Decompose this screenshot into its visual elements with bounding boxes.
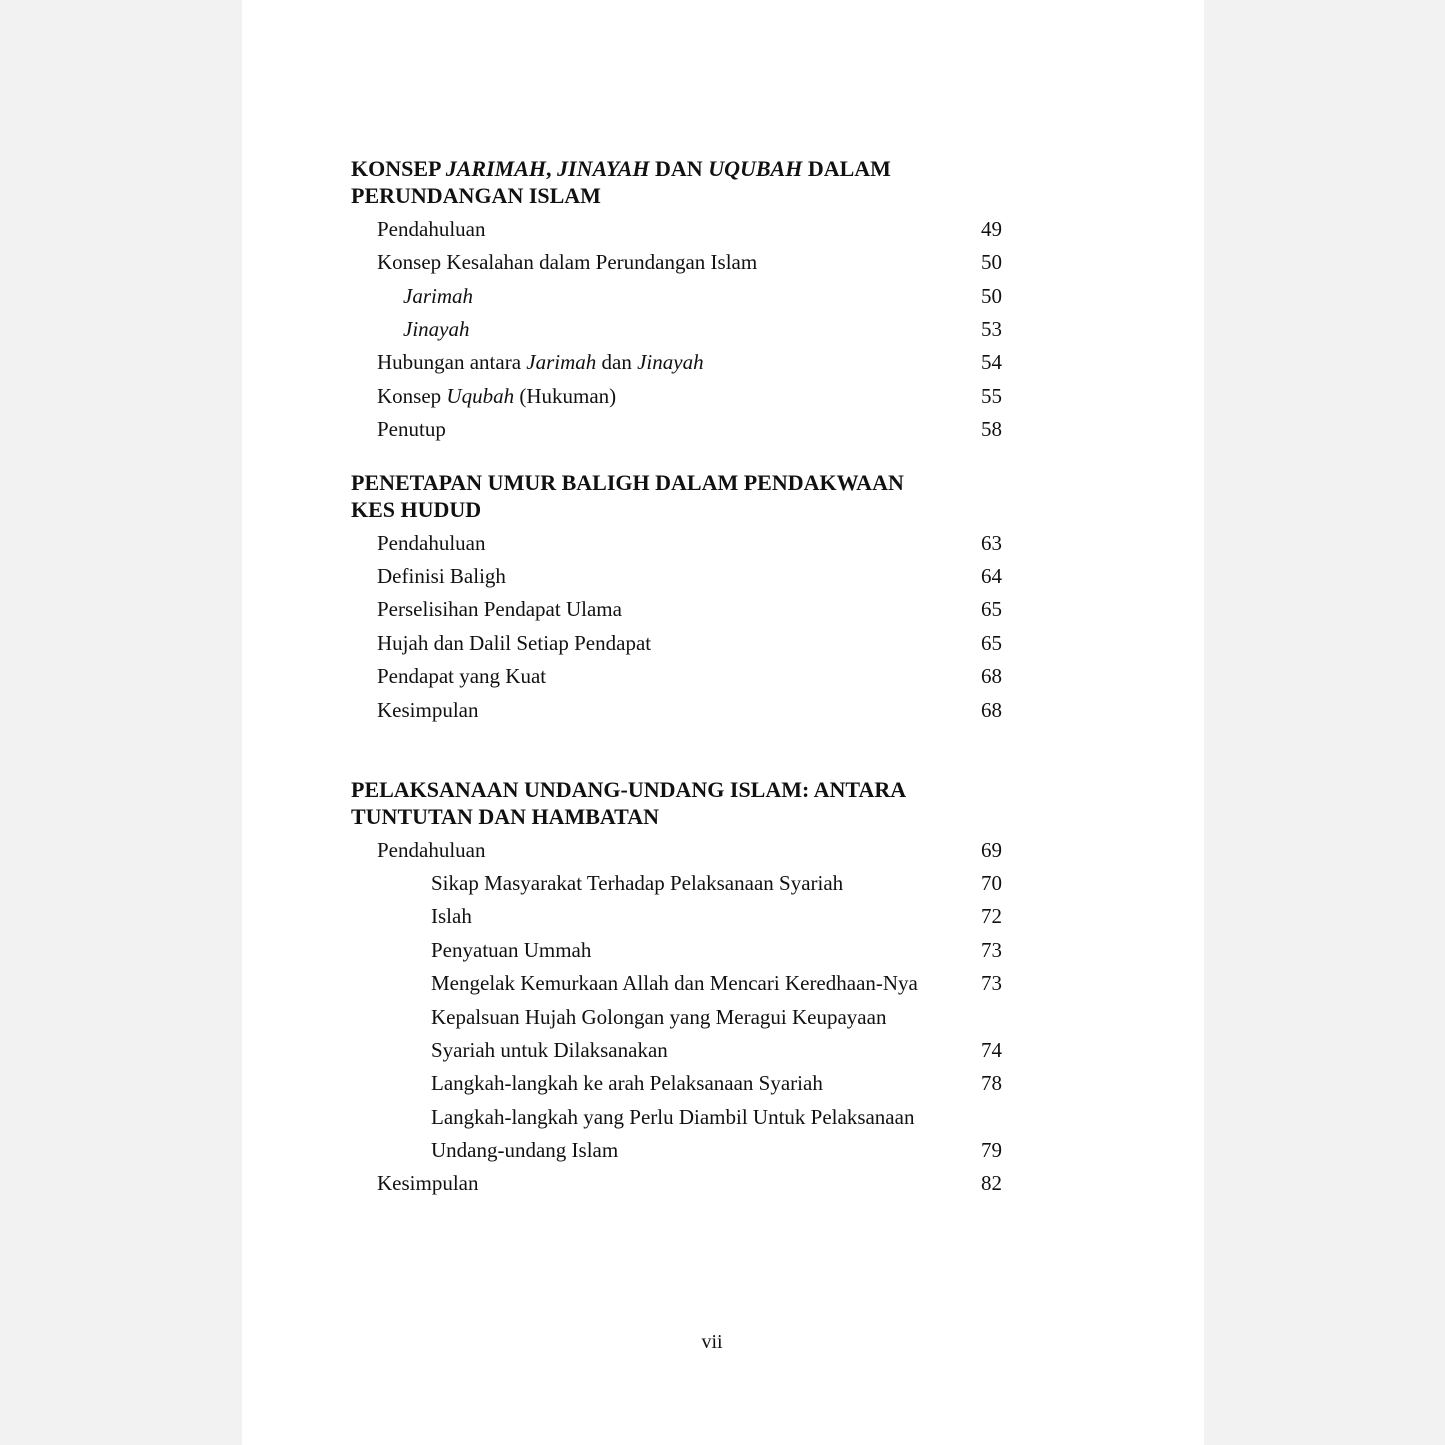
page-number: 78: [981, 1071, 1002, 1095]
toc-entry[interactable]: Kesimpulan 82: [242, 1168, 1204, 1198]
toc-entry[interactable]: Jarimah 50: [242, 281, 1204, 311]
page-number: 49: [981, 217, 1002, 241]
toc-entry[interactable]: Perselisihan Pendapat Ulama 65: [242, 594, 1204, 624]
page-number: 68: [981, 698, 1002, 722]
toc-entry[interactable]: Hujah dan Dalil Setiap Pendapat 65: [242, 628, 1204, 658]
section-title-line: PERUNDANGAN ISLAM: [351, 183, 601, 208]
toc-entry[interactable]: Mengelak Kemurkaan Allah dan Mencari Keredhaan-Nya 73: [242, 968, 1204, 998]
book-page: [242, 0, 1204, 1445]
toc-entry[interactable]: Hubungan antara Jarimah dan Jinayah 54: [242, 347, 1204, 377]
toc-entry-line[interactable]: Kepalsuan Hujah Golongan yang Meragui Keupayaan: [431, 1005, 887, 1029]
toc-entry[interactable]: Islah 72: [242, 901, 1204, 931]
toc-entry[interactable]: Konsep Kesalahan dalam Perundangan Islam 50: [242, 247, 1204, 277]
page-folio: vii: [701, 1331, 723, 1353]
page-number: 55: [981, 384, 1002, 408]
toc-entry[interactable]: Pendahuluan 49: [242, 214, 1204, 244]
page-number: 54: [981, 350, 1002, 374]
section-title: [351, 155, 951, 209]
toc-entry[interactable]: Pendahuluan 63: [242, 528, 1204, 558]
page-number: 50: [981, 284, 1002, 308]
section-title-line: TUNTUTAN DAN HAMBATAN: [351, 804, 659, 829]
page-number: 63: [981, 531, 1002, 555]
toc-entry[interactable]: Pendahuluan 69: [242, 835, 1204, 865]
toc-entry[interactable]: Langkah-langkah ke arah Pelaksanaan Syariah 78: [242, 1068, 1204, 1098]
toc-entry[interactable]: Kesimpulan 68: [242, 695, 1204, 725]
page-number: 69: [981, 838, 1002, 862]
page-number: 64: [981, 564, 1002, 588]
section-title-line: KONSEP JARIMAH, JINAYAH DAN UQUBAH DALAM: [351, 156, 891, 181]
toc-entry[interactable]: Syariah untuk Dilaksanakan 74: [242, 1035, 1204, 1065]
page-number: 65: [981, 631, 1002, 655]
section-title-line: KES HUDUD: [351, 497, 482, 522]
toc-entry[interactable]: Jinayah 53: [242, 314, 1204, 344]
toc-entry[interactable]: Penyatuan Ummah 73: [242, 935, 1204, 965]
section-title-line: PELAKSANAAN UNDANG-UNDANG ISLAM: ANTARA: [351, 777, 907, 802]
page-number: 68: [981, 664, 1002, 688]
toc-entry[interactable]: Sikap Masyarakat Terhadap Pelaksanaan Syariah 70: [242, 868, 1204, 898]
page-number: 50: [981, 250, 1002, 274]
toc-entry[interactable]: Definisi Baligh 64: [242, 561, 1204, 591]
page-number: 73: [981, 971, 1002, 995]
toc-entry[interactable]: Penutup 58: [242, 414, 1204, 444]
page-number: 70: [981, 871, 1002, 895]
page-number: 58: [981, 417, 1002, 441]
toc-entry[interactable]: Undang-undang Islam 79: [242, 1135, 1204, 1165]
page-number: 73: [981, 938, 1002, 962]
page-number: 82: [981, 1171, 1002, 1195]
toc-entry-line[interactable]: Langkah-langkah yang Perlu Diambil Untuk Pelaksanaan: [431, 1105, 915, 1129]
page-number: 65: [981, 597, 1002, 621]
section-title: [351, 776, 951, 830]
toc-entry[interactable]: Pendapat yang Kuat 68: [242, 661, 1204, 691]
page-number: 72: [981, 904, 1002, 928]
page-number: 74: [981, 1038, 1002, 1062]
section-title-line: PENETAPAN UMUR BALIGH DALAM PENDAKWAAN: [351, 470, 904, 495]
page-number: 79: [981, 1138, 1002, 1162]
section-title: [351, 469, 951, 523]
page-number: 53: [981, 317, 1002, 341]
toc-entry[interactable]: Konsep Uqubah (Hukuman) 55: [242, 381, 1204, 411]
